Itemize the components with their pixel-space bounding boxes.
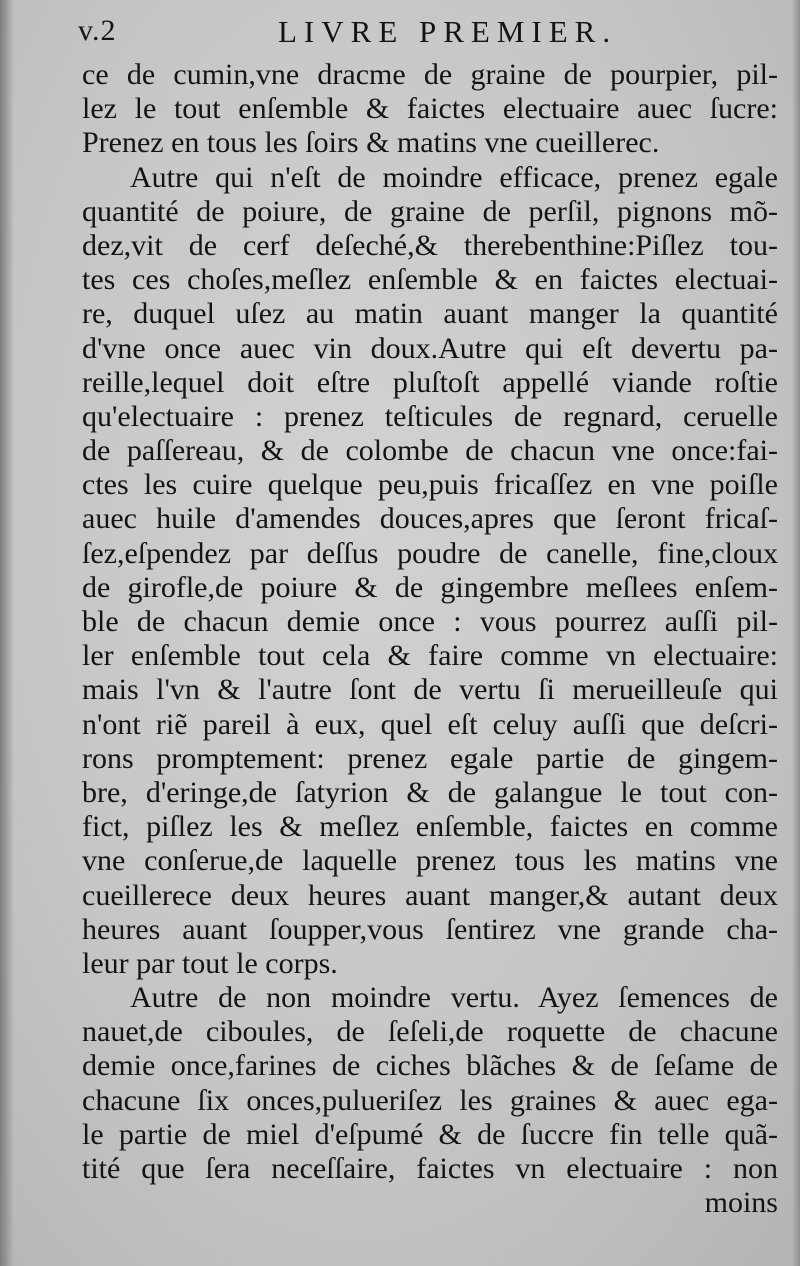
text-line: tes ces choſes,meſlez enſemble & en faictes electuai- [82, 263, 778, 297]
text-line: lez le tout enſemble & faictes electuaire auec ſucre: [82, 92, 778, 126]
text-line: Autre de non moindre vertu. Ayez ſemences de [130, 981, 778, 1015]
body-text [82, 58, 778, 1220]
text-line: rons promptement: prenez egale partie de gingem- [82, 741, 778, 775]
page-shadow-right [792, 0, 800, 1266]
text-line: tité que ſera neceſſaire, faictes vn electuaire : non [82, 1152, 778, 1185]
text-line: demie once,farines de ciches blãches & de ſeſame de [82, 1049, 778, 1083]
text-line: le partie de miel d'eſpumé & de ſuccre fin telle quã- [82, 1117, 778, 1151]
catchword: moins [704, 1186, 778, 1220]
text-line: quantité de poiure, de graine de perſil, pignons mõ- [82, 194, 778, 228]
page-header [78, 14, 770, 54]
text-line: ler enſemble tout cela & faire comme vn electuaire: [82, 639, 778, 673]
text-line: de girofle,de poiure & de gingembre meſlees enſem- [82, 570, 778, 604]
text-line: ce de cumin,vne dracme de graine de pourpier, pil- [82, 58, 778, 91]
text-line: cueillerece deux heures auant manger,& autant deux [82, 878, 778, 912]
text-line: dez,vit de cerf deſeché,& therebenthine:Piſlez tou- [82, 228, 778, 262]
text-line: chacune ſix onces,pulueriſez les graines & auec ega- [82, 1083, 778, 1117]
text-line: qu'electuaire : prenez teſticules de regnard, ceruelle [82, 399, 778, 433]
text-line: nauet,de ciboules, de ſeſeli,de roquette de chacune [82, 1015, 778, 1049]
text-line: Autre qui n'eſt de moindre efficace, prenez egale [130, 160, 778, 194]
text-line: mais l'vn & l'autre ſont de vertu ſi merueilleuſe qui [82, 673, 778, 707]
folio-number: v.2 [78, 14, 117, 47]
text-line: ble de chacun demie once : vous pourrez auſſi pil- [82, 605, 778, 638]
text-line: Prenez en tous les ſoirs & matins vne cueillerec. [82, 126, 660, 160]
running-title: LIVRE PREMIER. [278, 14, 618, 49]
text-line: reille,lequel doit eſtre pluſtoſt appellé viande roſtie [82, 365, 778, 399]
text-line: fict, piſlez les & meſlez enſemble, faictes en comme [82, 810, 778, 844]
text-line: heures auant ſoupper,vous ſentirez vne grande cha- [82, 912, 778, 946]
page-shadow-left [0, 0, 14, 1266]
text-line: re, duquel uſez au matin auant manger la quantité [82, 297, 778, 331]
text-line: leur par tout le corps. [82, 946, 338, 980]
text-line: bre, d'eringe,de ſatyrion & de galangue le tout con- [82, 775, 778, 809]
text-line: d'vne once auec vin doux.Autre qui eſt devertu pa- [82, 331, 778, 365]
text-line: vne conſerue,de laquelle prenez tous les matins vne [82, 844, 778, 878]
text-line: n'ont riẽ pareil à eux, quel eſt celuy auſſi que deſcri- [82, 707, 778, 741]
text-line: auec huile d'amendes douces,apres que ſeront fricaſ- [82, 502, 778, 536]
text-line: ſez,eſpendez par deſſus poudre de canelle, fine,cloux [82, 536, 778, 570]
text-line: de paſſereau, & de colombe de chacun vne once:fai- [82, 434, 778, 468]
text-line: ctes les cuire quelque peu,puis fricaſſez en vne poiſle [82, 468, 778, 502]
